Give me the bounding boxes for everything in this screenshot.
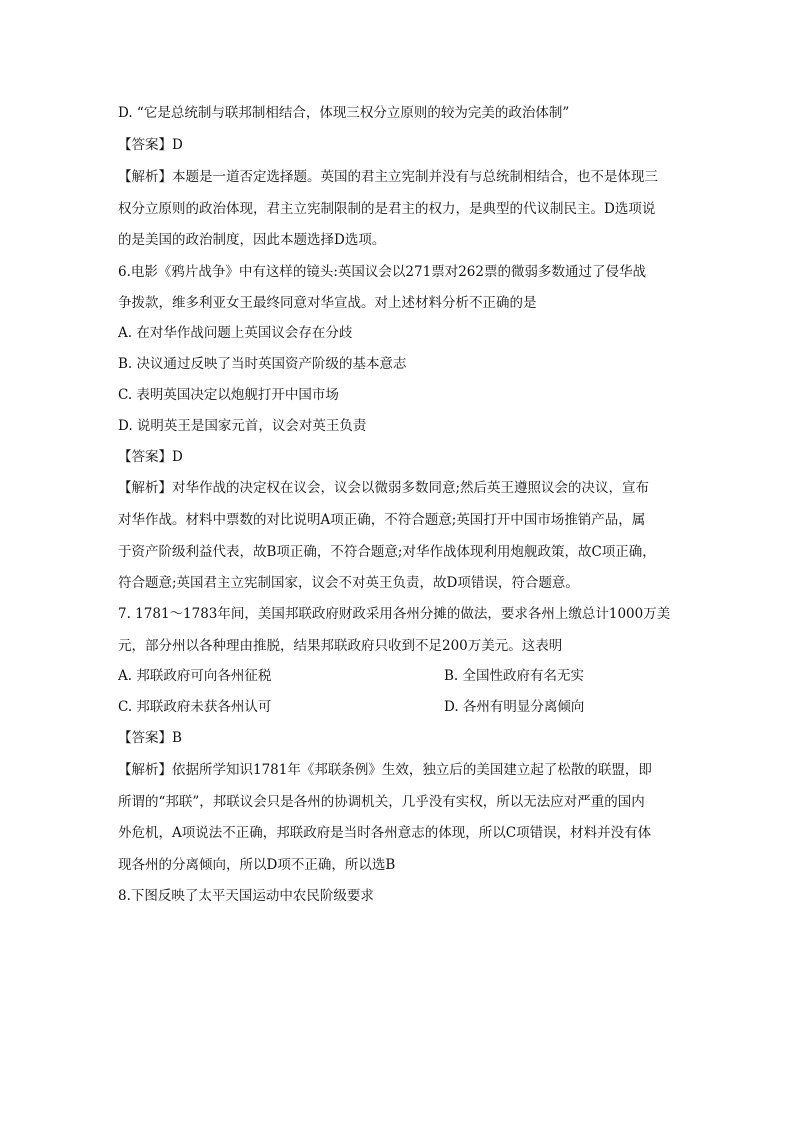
q6-option-d: D. 说明英王是国家元首，议会对英王负责 <box>118 418 367 434</box>
q6-explanation-line2: 对华作战。材料中票数的对比说明A项正确，不符合题意;英国打开中国市场推销产品，属 <box>118 512 646 528</box>
q7-option-c: C. 邦联政府未获各州认可 <box>118 699 272 715</box>
q6-option-a: A. 在对华作战问题上英国议会存在分歧 <box>118 325 353 341</box>
q7-stem-line1: 7. 1781～1783年间，美国邦联政府财政采用各州分摊的做法，要求各州上缴总计1000万美 <box>118 606 671 622</box>
q7-explanation-line4: 现各州的分离倾向，所以D项不正确，所以选B <box>118 857 396 873</box>
q6-stem-line1: 6.电影《鸦片战争》中有这样的镜头:英国议会以271票对262票的微弱多数通过了侵华战 <box>118 264 646 280</box>
q6-stem-line2: 争拨款，维多利亚女王最终同意对华宣战。对上述材料分析不正确的是 <box>118 295 537 311</box>
q7-option-d: D. 各州有明显分离倾向 <box>444 699 585 715</box>
q5-option-d: D. “它是总统制与联邦制相结合，体现三权分立原则的较为完美的政治体制” <box>118 105 570 121</box>
q6-answer: 【答案】D <box>118 449 183 465</box>
q6-explanation-line3: 于资产阶级利益代表，故B项正确，不符合题意;对华作战体现利用炮舰政策，故C项正确， <box>118 544 656 560</box>
q6-explanation-line4: 符合题意;英国君主立宪制国家，议会不对英王负责，故D项错误，符合题意。 <box>118 575 579 591</box>
q7-answer: 【答案】B <box>118 730 182 746</box>
q7-explanation-line2: 所谓的“邦联”，邦联议会只是各州的协调机关，几乎没有实权，所以无法应对严重的国内 <box>118 794 645 810</box>
q6-explanation-line1: 【解析】对华作战的决定权在议会，议会以微弱多数同意;然后英王遵照议会的决议，宣布 <box>118 480 650 496</box>
q7-option-a: A. 邦联政府可向各州征税 <box>118 668 272 684</box>
q8-stem: 8.下图反映了太平天国运动中农民阶级要求 <box>118 888 374 904</box>
q7-explanation-line3: 外危机，A项说法不正确，邦联政府是当时各州意志的体现，所以C项错误，材料并没有体 <box>118 825 652 841</box>
q5-explanation-line1: 【解析】本题是一道否定选择题。英国的君主立宪制并没有与总统制相结合，也不是体现三 <box>118 169 658 185</box>
q6-option-c: C. 表明英国决定以炮舰打开中国市场 <box>118 387 339 403</box>
q7-stem-line2: 元，部分州以各种理由推脱，结果邦联政府只收到不足200万美元。这表明 <box>118 638 563 654</box>
q7-option-b: B. 全国性政府有名无实 <box>444 668 585 684</box>
q7-explanation-line1: 【解析】依据所学知识1781年《邦联条例》生效，独立后的美国建立起了松散的联盟，即 <box>118 762 652 778</box>
q5-answer: 【答案】D <box>118 137 183 153</box>
q5-explanation-line2: 权分立原则的政治体现，君主立宪制限制的是君主的权力，是典型的代议制民主。D选项说 <box>118 201 656 217</box>
q6-option-b: B. 决议通过反映了当时英国资产阶级的基本意志 <box>118 356 407 372</box>
q5-explanation-line3: 的是美国的政治制度，因此本题选择D选项。 <box>118 232 386 248</box>
